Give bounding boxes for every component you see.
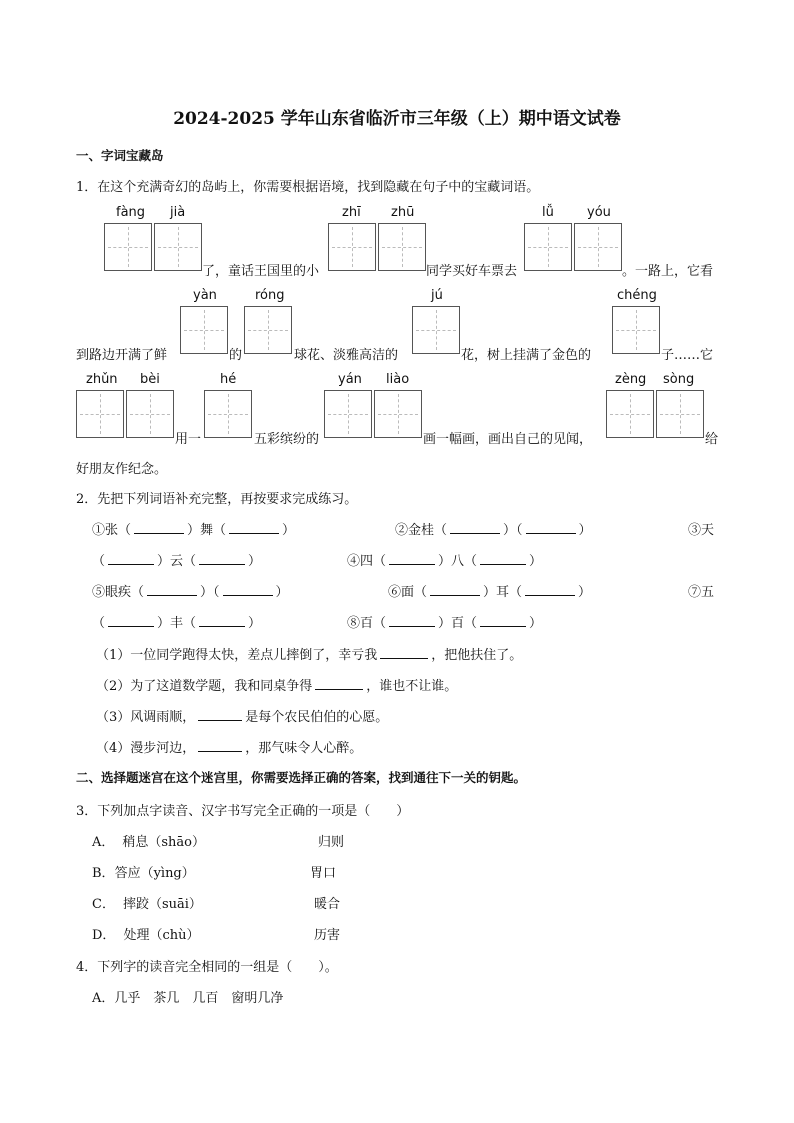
pinyin-label: jià — [170, 205, 186, 220]
pinyin-label: bèi — [140, 372, 160, 387]
character-box[interactable] — [328, 223, 376, 271]
answer-blank[interactable] — [134, 522, 184, 534]
question-4-stem: 4．下列字的读音完全相同的一组是（ ）。 — [76, 960, 338, 975]
fill-sentence-4: （4）漫步河边， ，那气味令人心醉。 — [96, 741, 363, 756]
fill-sentence-3: （3）风调雨顺， 是每个农民伯伯的心愿。 — [96, 710, 389, 725]
pinyin-label: zhī — [342, 205, 361, 220]
pinyin-label: jú — [431, 288, 443, 303]
character-box[interactable] — [244, 306, 292, 354]
question-1-stem: 1．在这个充满奇幻的岛屿上，你需要根据语境，找到隐藏在句子中的宝藏词语。 — [76, 180, 540, 195]
question-2-stem: 2．先把下列词语补充完整，再按要求完成练习。 — [76, 492, 358, 507]
character-box[interactable] — [524, 223, 572, 271]
option-a[interactable]: A． 稍息（shāo） — [92, 835, 206, 850]
fill-sentence-2: （2）为了这道数学题，我和同桌争得 ，谁也不让谁。 — [96, 679, 458, 694]
option-d-word: 历害 — [314, 928, 341, 943]
answer-blank[interactable] — [480, 615, 526, 627]
idiom-item-8: ⑧百（ ）百（ ） — [347, 616, 543, 631]
section-heading-2: 二、选择题迷宫在这个迷宫里，你需要选择正确的答案，找到通往下一关的钥匙。 — [76, 770, 527, 785]
character-box[interactable] — [324, 390, 372, 438]
answer-blank[interactable] — [229, 522, 279, 534]
idiom-item-2: ②金桂（ ）（ ） — [395, 523, 592, 538]
idiom-item-5: ⑤眼疾（ ）（ ） — [92, 585, 289, 600]
option-d[interactable]: D． 处理（chù） — [92, 928, 200, 943]
pinyin-label: sòng — [663, 372, 695, 387]
idiom-item-3: ③天 — [688, 523, 715, 538]
character-box[interactable] — [374, 390, 422, 438]
fill-sentence-1: （1）一位同学跑得太快，差点儿摔倒了，幸亏我 ，把他扶住了。 — [96, 648, 523, 663]
character-box[interactable] — [606, 390, 654, 438]
option-b[interactable]: B．答应（yìng） — [92, 866, 195, 881]
sentence-text: 画一幅画，画出自己的见闻， — [423, 432, 593, 447]
answer-blank[interactable] — [108, 553, 154, 565]
sentence-text: 到路边开满了鲜 — [76, 348, 168, 363]
idiom-item-4: ④四（ ）八（ ） — [347, 554, 543, 569]
idiom-item-3-cont: （ ）云（ ） — [92, 554, 262, 569]
answer-blank[interactable] — [525, 584, 575, 596]
sentence-text: 球花、淡雅高洁的 — [294, 348, 399, 363]
sentence-text: 了，童话王国里的小 — [202, 264, 320, 279]
character-box[interactable] — [612, 306, 660, 354]
idiom-item-7: ⑦五 — [688, 585, 715, 600]
option-a-word: 归则 — [318, 835, 345, 850]
sentence-text: 五彩缤纷的 — [254, 432, 320, 447]
pinyin-label: yàn — [193, 288, 217, 303]
pinyin-label: zèng — [615, 372, 647, 387]
answer-blank[interactable] — [430, 584, 480, 596]
character-box[interactable] — [126, 390, 174, 438]
answer-blank[interactable] — [450, 522, 500, 534]
sentence-text: 的 — [229, 348, 243, 363]
character-box[interactable] — [104, 223, 152, 271]
sentence-text: 子……它 — [661, 348, 714, 363]
sentence-text: 花，树上挂满了金色的 — [461, 348, 592, 363]
answer-blank[interactable] — [389, 615, 435, 627]
pinyin-label: fàng — [116, 205, 146, 220]
answer-blank[interactable] — [480, 553, 526, 565]
answer-blank[interactable] — [315, 678, 363, 690]
option-a[interactable]: A．几乎 茶几 几百 窗明几净 — [92, 991, 284, 1006]
character-box[interactable] — [574, 223, 622, 271]
idiom-item-1: ①张（ ）舞（ ） — [92, 523, 296, 538]
answer-blank[interactable] — [147, 584, 197, 596]
sentence-text: 。一路上，它看 — [622, 264, 714, 279]
pinyin-label: chéng — [617, 288, 657, 303]
pinyin-label: liào — [386, 372, 410, 387]
sentence-text: 同学买好车票去 — [426, 264, 518, 279]
option-b-word: 胃口 — [310, 866, 337, 881]
pinyin-label: hé — [220, 372, 237, 387]
pinyin-label: yán — [338, 372, 362, 387]
sentence-text: 用一 — [175, 432, 202, 447]
character-box[interactable] — [154, 223, 202, 271]
answer-blank[interactable] — [198, 740, 242, 752]
option-c-word: 暖合 — [314, 897, 341, 912]
question-3-stem: 3．下列加点字读音、汉字书写完全正确的一项是（ ） — [76, 804, 410, 819]
answer-blank[interactable] — [526, 522, 576, 534]
character-box[interactable] — [412, 306, 460, 354]
answer-blank[interactable] — [108, 615, 154, 627]
answer-blank[interactable] — [223, 584, 273, 596]
character-box[interactable] — [204, 390, 252, 438]
pinyin-label: zhǔn — [86, 372, 118, 387]
answer-blank[interactable] — [380, 647, 428, 659]
answer-blank[interactable] — [199, 615, 245, 627]
section-heading-1: 一、字词宝藏岛 — [76, 148, 164, 163]
pinyin-label: yóu — [587, 205, 611, 220]
option-c[interactable]: C． 摔跤（suāi） — [92, 897, 202, 912]
idiom-item-7-cont: （ ）丰（ ） — [92, 616, 262, 631]
page-title: 2024-2025 学年山东省临沂市三年级（上）期中语文试卷 — [173, 109, 621, 129]
pinyin-label: lǚ — [542, 205, 554, 220]
answer-blank[interactable] — [199, 553, 245, 565]
sentence-text: 给 — [705, 432, 719, 447]
character-box[interactable] — [180, 306, 228, 354]
character-box[interactable] — [76, 390, 124, 438]
pinyin-label: róng — [255, 288, 285, 303]
pinyin-label: zhū — [391, 205, 415, 220]
character-box[interactable] — [656, 390, 704, 438]
answer-blank[interactable] — [198, 709, 242, 721]
sentence-text: 好朋友作纪念。 — [76, 462, 168, 477]
answer-blank[interactable] — [389, 553, 435, 565]
character-box[interactable] — [378, 223, 426, 271]
idiom-item-6: ⑥面（ ）耳（ ） — [388, 585, 592, 600]
